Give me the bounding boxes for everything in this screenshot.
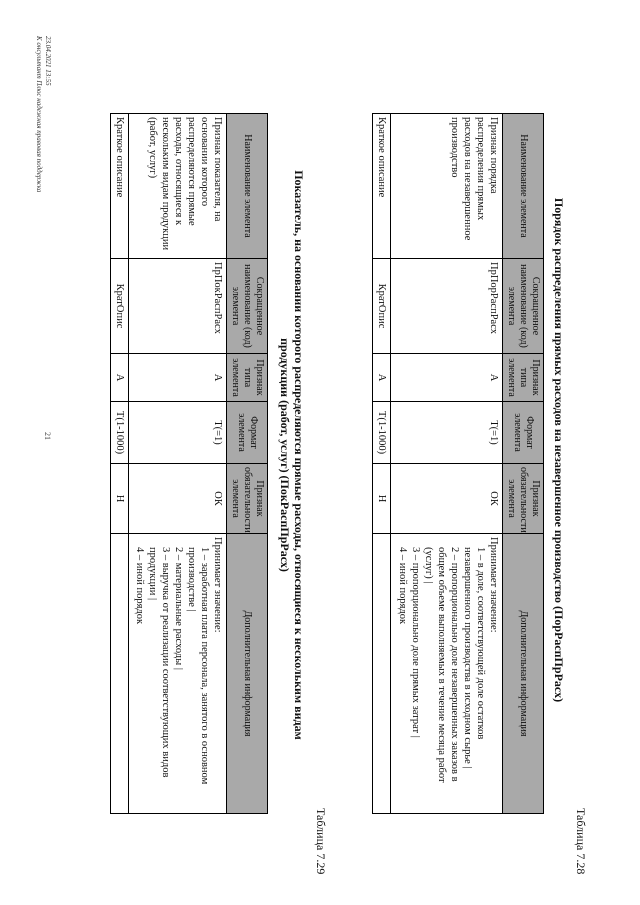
info-line: 4 – иной порядок — [134, 547, 145, 625]
table1-header-type: Признак типа элемента — [503, 354, 544, 402]
table1-row1-type: А — [391, 354, 503, 402]
table1-header-name: Наименование элемента — [503, 114, 544, 259]
table2-caption: Таблица 7.29 — [314, 808, 328, 875]
table1-row2-code: КратОпис — [373, 259, 391, 354]
table2 — [110, 113, 268, 814]
info-line: Принимает значение: — [488, 537, 499, 633]
info-line: 3 – пропорционально доле прямых затрат | — [410, 547, 421, 738]
table2-row2-format: Т(1-1000) — [111, 402, 129, 464]
table-row — [373, 114, 391, 814]
table2-row2-info — [111, 534, 129, 814]
table2-title: Показатель, на основании которого распределяются прямые расходы, относящиеся к нескольким видам продукции (работ, услуг) (ПокРаспПрРасх) — [278, 170, 306, 740]
table1-row1-code: ПрПорРаспРасх — [391, 259, 503, 354]
table1-row2-type: А — [373, 354, 391, 402]
info-line: 1 – в доле, соответствующей доле остатков незавершенного производства в исходном сырье | — [462, 547, 486, 769]
table2-header-type: Признак типа элемента — [227, 354, 268, 402]
table1 — [372, 113, 544, 814]
table1-title: Порядок распределения прямых расходов на незавершенное производство (ПорРаспПрРасх) — [552, 197, 566, 703]
table2-row2-required: Н — [111, 464, 129, 534]
table1-row1-format: Т(=1) — [391, 402, 503, 464]
table2-row2-name: Краткое описание — [111, 114, 129, 259]
info-line: 1 – заработная плата персонала, занятого в основном производстве | — [186, 547, 210, 785]
table-row — [111, 114, 129, 814]
table2-row1-format: Т(=1) — [129, 402, 227, 464]
table1-row2-info — [373, 534, 391, 814]
info-line: 4 – иной порядок — [397, 547, 408, 625]
table2-row2-code: КратОпис — [111, 259, 129, 354]
table1-row2-required: Н — [373, 464, 391, 534]
table1-row1-name: Признак порядка распределения прямых расходов на незавершенное производство — [391, 114, 503, 259]
table2-header-code: Сокращенное наименование (код) элемента — [227, 259, 268, 354]
page-number: 21 — [43, 432, 52, 440]
table2-header-required: Признак обязательности элемента — [227, 464, 268, 534]
table2-row1-required: ОК — [129, 464, 227, 534]
table2-row1-code: ПрПокРаспРасх — [129, 259, 227, 354]
table2-header-format: Формат элемента — [227, 402, 268, 464]
table-row — [391, 114, 503, 814]
info-line: Принимает значение: — [212, 537, 223, 633]
table1-caption: Таблица 7.28 — [574, 808, 588, 875]
footer — [34, 36, 52, 192]
table2-header-name: Наименование элемента — [227, 114, 268, 259]
table1-row1-required: ОК — [391, 464, 503, 534]
table1-header-code: Сокращенное наименование (код) элемента — [503, 259, 544, 354]
table1-row1-info — [391, 534, 503, 814]
table-row — [129, 114, 227, 814]
table2-header-row — [227, 114, 268, 814]
table1-header-required: Признак обязательности элемента — [503, 464, 544, 534]
footer-line-1: 23.04.2021 13:55 — [44, 36, 52, 86]
table1-row2-name: Краткое описание — [373, 114, 391, 259]
table2-row2-type: А — [111, 354, 129, 402]
table1-row2-format: Т(1-1000) — [373, 402, 391, 464]
table1-header-row — [503, 114, 544, 814]
table2-row1-name: Признак показателя, на основании которого распределяются прямые расходы, относящиеся к нескольким видам продукции (работ, услуг) — [129, 114, 227, 259]
table2-row1-type: А — [129, 354, 227, 402]
table1-header-format: Формат элемента — [503, 402, 544, 464]
table2-row1-info — [129, 534, 227, 814]
info-line: 3 – выручка от реализации соответствующих видов продукции | — [147, 547, 171, 778]
footer-line-2: К онсультант Плюс надежная правовая поддержка — [35, 36, 43, 193]
info-line: 2 – пропорционально доле незавершенных заказов в общем объеме выполняемых в течение месяца работ (услуг) | — [423, 547, 460, 783]
info-line: 2 – материальные расходы | — [173, 547, 184, 670]
table1-header-info: Дополнительная информация — [503, 534, 544, 814]
table2-header-info: Дополнительная информация — [227, 534, 268, 814]
